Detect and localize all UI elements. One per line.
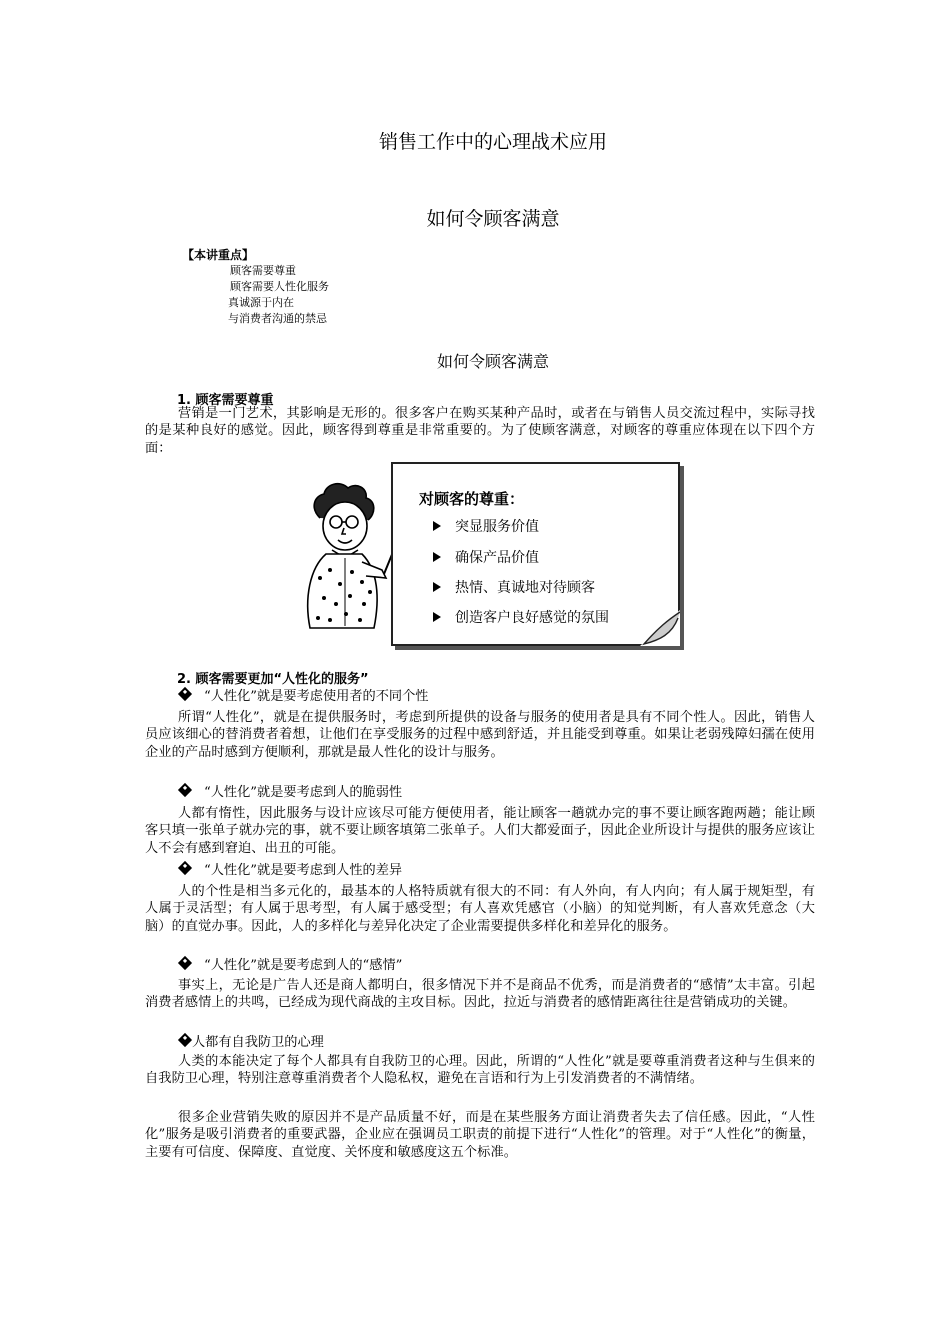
paragraph: 人的个性是相当多元化的，最基本的人格特质就有很大的不同：有人外向，有人内向；有人属于规矩型，有人属于灵活型；有人属于思考型，有人属于感受型；有人喜欢凭感官（小脑）的知觉判断，有人喜欢凭意念（大脑）的直觉办事。因此，人的多样化与差异化决定了企业需要提供多样化和差异化的服务。 [145,884,815,934]
diamond-bullet-icon [178,687,192,701]
bullet-item [177,688,428,705]
paragraph: 很多企业营销失败的原因并不是产品质量不好，而是在某些服务方面让消费者失去了信任感。因此，“人性化”服务是吸引消费者的重要武器，企业应在强调员工职责的前提下进行“人性化”的管理。对于“人性化”的衡量，主要有可信度、保障度、直觉度、关怀度和敏感度这五个标准。 [145,1110,815,1160]
bullet-text: “人性化”就是要考虑到人的脆弱性 [204,785,403,800]
arrow-right-icon [433,521,441,531]
key-point-item: 顾客需要人性化服务 [230,280,329,293]
respect-figure [290,458,690,650]
paragraph: 事实上，无论是广告人还是商人都明白，很多情况下并不是商品不优秀，而是消费者的“感情”太丰富。引起消费者感情上的共鸣，已经成为现代商战的主攻目标。因此，拉近与消费者的感情距离往往是营销成功的关键。 [145,978,815,1011]
key-point-item: 顾客需要尊重 [230,264,296,277]
bullet-item [177,862,402,879]
card-item [433,516,539,536]
card-item-label: 热情、真诚地对待顾客 [455,580,595,596]
key-point-item: 与消费者沟通的禁忌 [228,312,327,325]
bullet-item [177,1034,324,1051]
card-item [433,577,595,597]
page-curl-icon [640,610,680,646]
diamond-bullet-icon [178,956,192,970]
bullet-text: “人性化”就是要考虑到人的“感情” [204,958,403,973]
bullet-text: 人都有自我防卫的心理 [192,1035,324,1050]
section-1-paragraph: 营销是一门艺术，其影响是无形的。很多客户在购买某种产品时，或者在与销售人员交流过程中，实际寻找的是某种良好的感觉。因此，顾客得到尊重是非常重要的。为了使顾客满意，对顾客的尊重应体现在以下四个方面： [145,406,815,456]
section-2-heading: 2. 顾客需要更加“人性化的服务” [177,672,369,687]
arrow-right-icon [433,612,441,622]
card-item-label: 创造客户良好感觉的氛围 [455,610,609,626]
bullet-text: “人性化”就是要考虑到人性的差异 [204,863,403,878]
key-points-heading: 【本讲重点】 [182,248,255,262]
respect-card [391,462,680,646]
document-subtitle: 如何令顾客满意 [426,208,560,230]
card-title: 对顾客的尊重： [419,490,525,508]
paragraph: 人类的本能决定了每个人都具有自我防卫的心理。因此，所谓的“人性化”就是要尊重消费者这种与生俱来的自我防卫心理，特别注意尊重消费者个人隐私权，避免在言语和行为上引发消费者的不满情绪。 [145,1054,815,1087]
bullet-item [177,784,402,801]
key-point-item: 真诚源于内在 [228,296,294,309]
card-item-label: 突显服务价值 [455,519,539,535]
diamond-bullet-icon [178,783,192,797]
paragraph: 所谓“人性化”，就是在提供服务时，考虑到所提供的设备与服务的使用者是具有不同个性人。因此，销售人员应该细心的替消费者着想，让他们在享受服务的过程中感到舒适，并且能受到尊重。如果让老弱残障妇孺在使用企业的产品时感到方便顺利，那就是最人性化的设计与服务。 [145,710,815,760]
paragraph: 人都有惰性，因此服务与设计应该尽可能方便使用者，能让顾客一趟就办完的事不要让顾客跑两趟；能让顾客只填一张单子就办完的事，就不要让顾客填第二张单子。人们大都爱面子，因此企业所设计与提供的服务应该让人不会有感到窘迫、出丑的可能。 [145,806,815,856]
document-title: 销售工作中的心理战术应用 [378,131,607,153]
section-title: 如何令顾客满意 [436,352,549,371]
card-item [433,607,609,627]
key-points [182,247,329,327]
diamond-bullet-icon [178,861,192,875]
arrow-right-icon [433,552,441,562]
card-item-label: 确保产品价值 [455,550,539,566]
arrow-right-icon [433,582,441,592]
bullet-item [177,957,402,974]
bullet-text: “人性化”就是要考虑使用者的不同个性 [204,689,429,704]
diamond-bullet-icon [178,1033,192,1047]
section-1-heading: 1. 顾客需要尊重 [177,393,274,408]
card-item [433,547,539,567]
